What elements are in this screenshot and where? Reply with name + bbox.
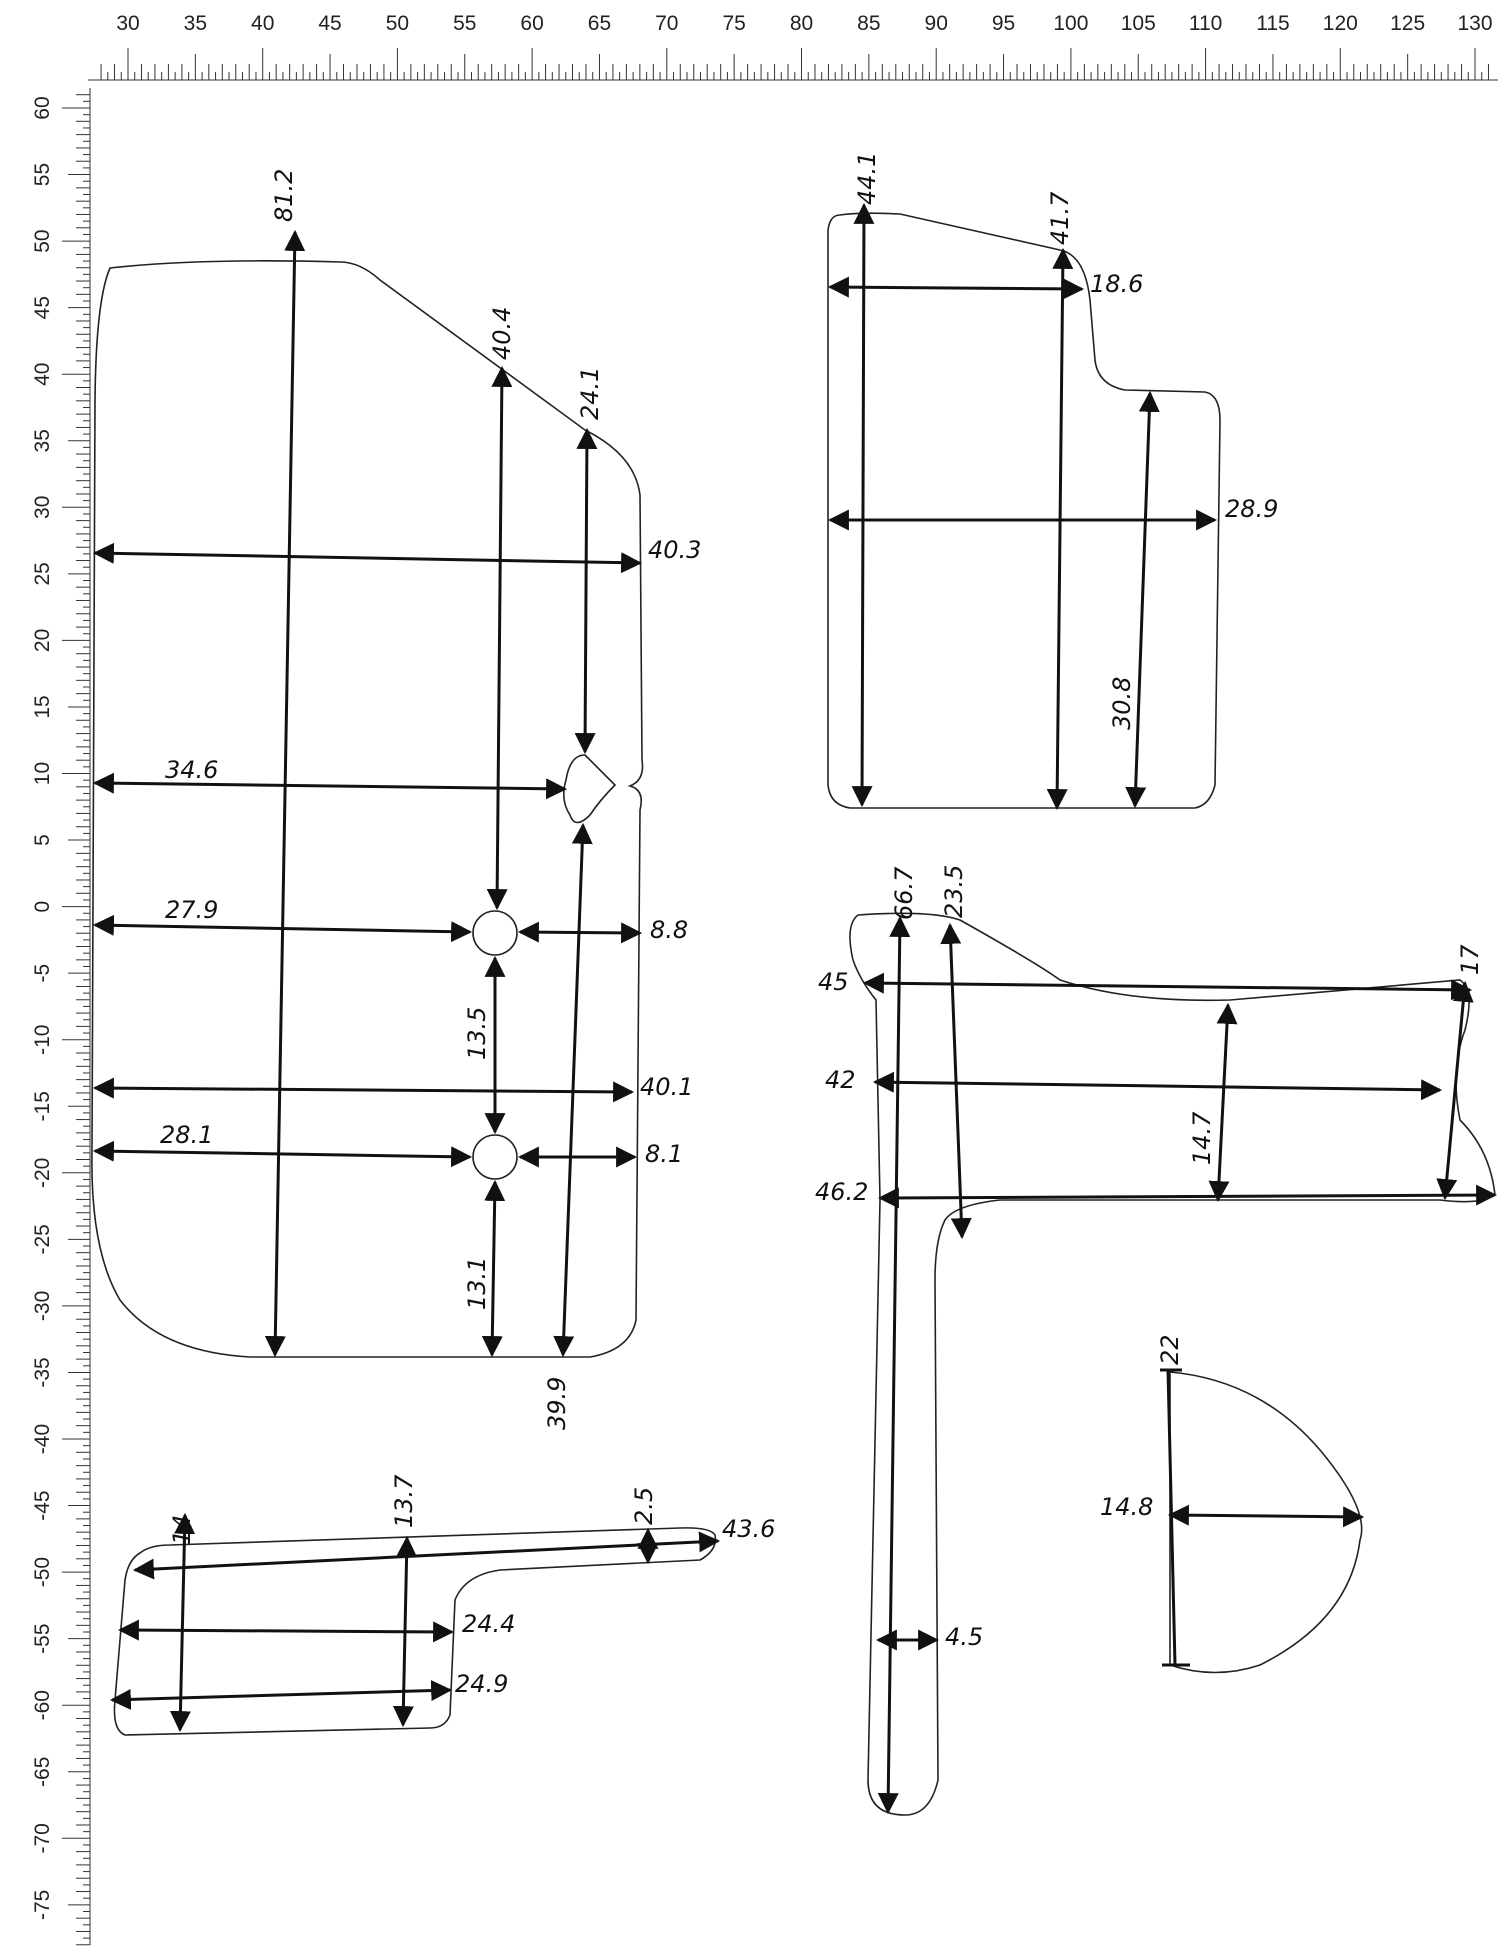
top-ruler-label: 100 [1053, 12, 1089, 35]
label-left-height: 14 [168, 1514, 196, 1545]
left-ruler-label: -70 [31, 1823, 54, 1854]
dim-upper-slope [950, 925, 962, 1237]
label-radius: 14.8 [1100, 1493, 1154, 1521]
left-ruler-label: -75 [31, 1889, 54, 1921]
left-ruler-label: 5 [31, 834, 54, 846]
top-ruler-label: 80 [789, 12, 814, 35]
label-height-left: 44.1 [853, 151, 881, 205]
top-right-panel [828, 152, 1278, 808]
dim-top-length [135, 1541, 718, 1570]
label-top-length: 43.6 [722, 1515, 776, 1543]
dim-right-edge [1445, 983, 1465, 1198]
dim-width-top-right [830, 287, 1082, 289]
top-ruler-label: 120 [1322, 12, 1358, 35]
half-round-outline [1170, 1372, 1362, 1673]
top-ruler-label: 70 [655, 12, 679, 35]
label-hole-left-1: 27.9 [165, 896, 219, 924]
label-width-main-right: 28.9 [1225, 495, 1279, 523]
left-ruler-label: 45 [31, 295, 54, 320]
top-ruler-label: 130 [1457, 12, 1493, 35]
dim-row-bottom [880, 1195, 1495, 1198]
dim-height-total [888, 918, 900, 1812]
left-ruler-label: 20 [31, 628, 54, 653]
label-hole-right-2: 8.1 [645, 1140, 684, 1168]
label-mid-length: 24.4 [462, 1610, 516, 1638]
notch-outline [564, 755, 615, 823]
bottom-left-piece [112, 1474, 775, 1735]
top-ruler-label: 35 [183, 12, 208, 35]
label-hole-left-2: 28.1 [160, 1121, 214, 1149]
dim-radius [1170, 1515, 1362, 1517]
left-ruler-label: -30 [31, 1290, 54, 1322]
left-ruler-label: -10 [31, 1024, 54, 1055]
top-ruler-label: 105 [1120, 12, 1156, 35]
dim-width-lower [95, 1088, 632, 1092]
left-ruler-label: 55 [31, 162, 54, 187]
left-ruler-label: -40 [31, 1423, 54, 1455]
left-ruler-label: -20 [31, 1157, 54, 1188]
top-ruler-label: 30 [116, 12, 140, 35]
left-ruler-label: 15 [31, 695, 54, 719]
dim-slant-edge [585, 430, 587, 752]
top-ruler-label: 85 [857, 12, 881, 35]
label-inner-height: 14.7 [1188, 1111, 1216, 1165]
half-round-piece [1100, 1334, 1362, 1672]
label-top-width: 22 [1156, 1334, 1184, 1365]
left-ruler-label: 60 [31, 96, 54, 120]
dim-width-top [95, 553, 640, 563]
top-ruler-label: 45 [318, 12, 342, 35]
dim-height-right [1135, 393, 1150, 806]
label-notch-bottom: 39.9 [543, 1376, 571, 1430]
left-ruler-label: -50 [31, 1556, 54, 1588]
dim-upper-slant [497, 368, 502, 908]
top-ruler-label: 65 [587, 12, 612, 35]
label-width-lower: 40.1 [640, 1073, 694, 1101]
left-ruler-label: 25 [31, 562, 54, 586]
label-hole-right-1: 8.8 [650, 916, 689, 944]
label-row-mid: 42 [825, 1066, 856, 1094]
label-tip-height: 2.5 [630, 1486, 658, 1525]
label-upper-slope: 23.5 [940, 864, 968, 918]
top-ruler-label: 90 [924, 12, 948, 35]
label-hole-gap: 13.5 [463, 1006, 491, 1060]
left-ruler-label: -25 [31, 1224, 54, 1255]
left-ruler-label: -60 [31, 1690, 54, 1721]
top-ruler-label: 75 [722, 12, 746, 35]
top-ruler-label: 95 [991, 12, 1016, 35]
left-ruler-label: -5 [31, 963, 54, 983]
label-mid-height: 13.7 [390, 1474, 418, 1528]
door-panel [92, 169, 702, 1430]
top-ruler-label: 50 [385, 12, 410, 35]
dim-height-mid [1057, 250, 1063, 808]
label-height-total: 66.7 [890, 866, 918, 920]
left-ruler-label: -65 [31, 1756, 54, 1787]
top-ruler-label: 55 [453, 12, 477, 35]
label-height-right: 30.8 [1108, 676, 1136, 730]
label-notch-left: 34.6 [165, 756, 219, 784]
dim-height-main [275, 232, 295, 1355]
label-right-edge: 17 [1456, 944, 1484, 975]
top-ruler [88, 12, 1498, 80]
t-piece [815, 865, 1495, 1815]
label-slant-edge: 24.1 [576, 366, 604, 420]
hole-lower [473, 1135, 517, 1179]
dim-hole-bottom [492, 1182, 495, 1355]
label-row-bottom: 46.2 [815, 1178, 869, 1206]
left-ruler-label: 40 [31, 362, 54, 386]
dim-notch-bottom [563, 825, 583, 1355]
left-ruler-label: -35 [31, 1357, 54, 1388]
hole-upper [473, 911, 517, 955]
dim-mid-length [120, 1630, 452, 1632]
label-stem-width: 4.5 [945, 1623, 984, 1651]
top-ruler-label: 115 [1256, 12, 1290, 35]
label-row-top: 45 [818, 968, 849, 996]
label-width-top: 40.3 [648, 536, 702, 564]
top-ruler-label: 110 [1188, 12, 1223, 35]
left-ruler-label: -15 [31, 1091, 54, 1122]
left-ruler [31, 88, 90, 1945]
dim-height-left [862, 205, 864, 805]
dim-hole-left-2 [95, 1151, 470, 1157]
label-width-top-right: 18.6 [1090, 270, 1144, 298]
dim-row-mid [875, 1082, 1440, 1090]
left-ruler-label: 30 [31, 495, 54, 519]
door-panel-outline [92, 261, 643, 1357]
top-ruler-label: 125 [1390, 12, 1426, 35]
left-ruler-label: 10 [31, 761, 54, 786]
top-right-panel-outline [828, 213, 1220, 808]
top-ruler-label: 60 [520, 12, 544, 35]
label-height-mid: 41.7 [1046, 191, 1074, 245]
label-height-main: 81.2 [270, 168, 298, 222]
dim-inner-height [1218, 1005, 1228, 1200]
left-ruler-label: 50 [31, 229, 54, 253]
left-ruler-label: 0 [31, 900, 54, 913]
top-ruler-label: 40 [251, 12, 275, 35]
label-hole-bottom: 13.1 [463, 1256, 491, 1310]
left-ruler-label: -55 [31, 1623, 54, 1654]
label-upper-slant: 40.4 [488, 306, 516, 360]
left-ruler-label: 35 [31, 429, 54, 453]
dim-bottom-length [112, 1690, 450, 1700]
dim-top-width [1168, 1370, 1175, 1665]
left-ruler-label: -45 [31, 1490, 54, 1521]
label-bottom-length: 24.9 [455, 1670, 509, 1698]
